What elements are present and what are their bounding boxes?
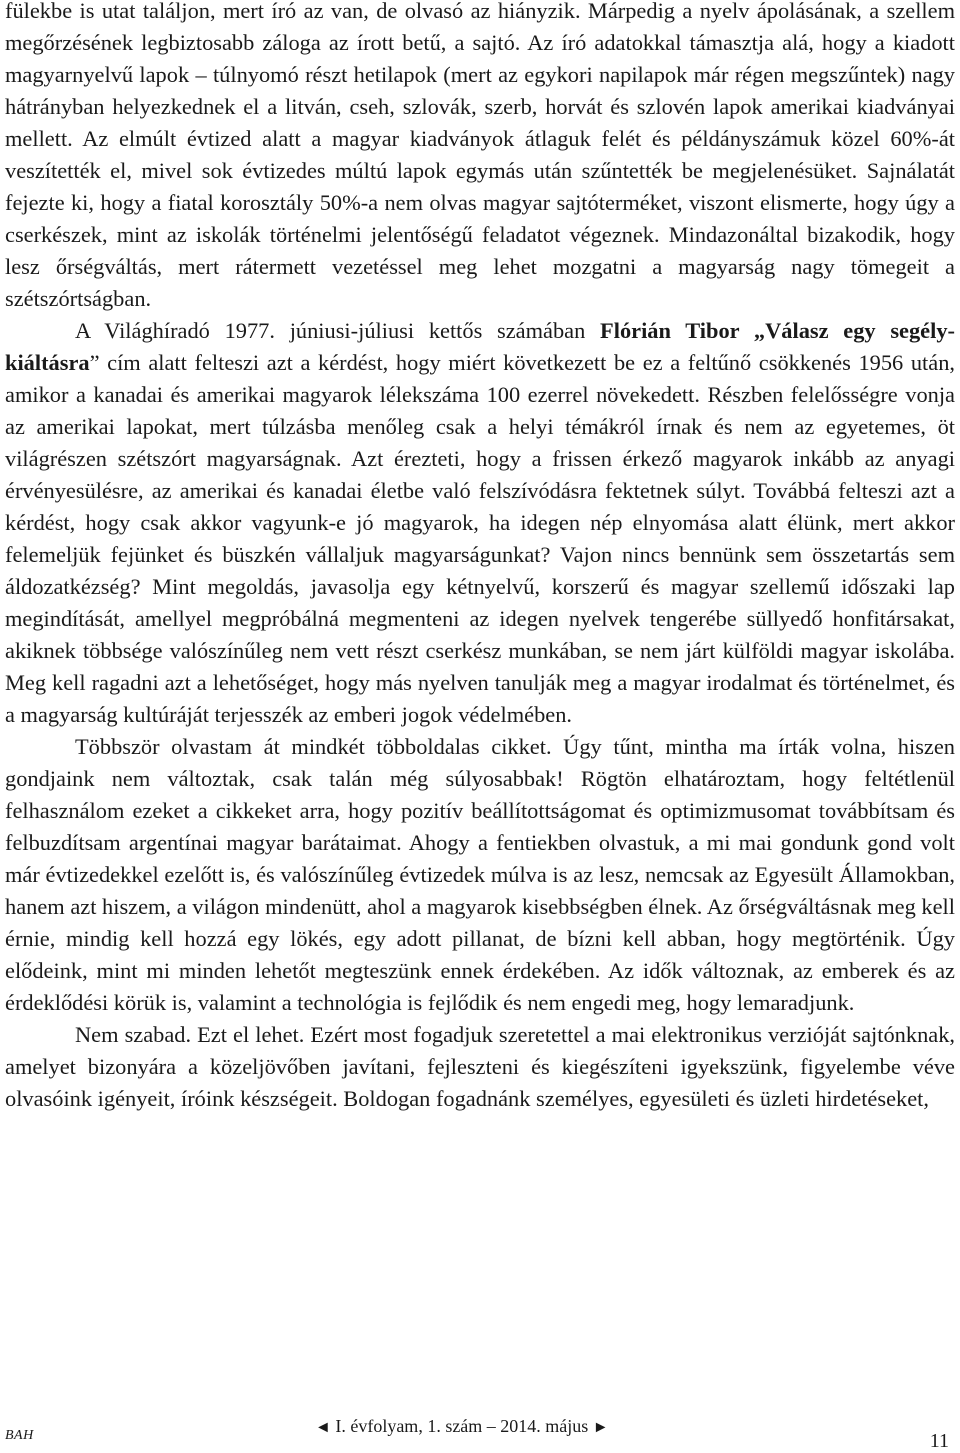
- page-number: 11: [929, 1430, 949, 1452]
- article-body: [5, 0, 955, 1115]
- footer-logo: BAH: [5, 1428, 34, 1443]
- arrow-left-icon[interactable]: ◄: [315, 1419, 331, 1436]
- paragraph-3: Többször olvastam át mindkét többoldalas cikket. Úgy tűnt, mintha ma írták volna, hiszen gondjaink nem változtak, csak talán még súlyosabbak! Rögtön elhatároztam, hogy feltétlenül felhasználom ezeket a cikkeket arra, hogy pozitív beállítottságomat és optimizmusomat továbbítsam és felbuzdítsam argentínai magyar barátaimat. Ahogy a fentiekben olvastuk, a mi mai gondunk gond volt már évtizedekkel ezelőtt is, és valószínűleg évtizedek múlva is az lesz, nemcsak az Egyesült Államokban, hanem azt hiszem, a világon mindenütt, ahol a magyarok kisebbségben élnek. Az őrségváltásnak meg kell érnie, mindig kell hozzá egy lökés, egy adott pillanat, de bízni kell abban, hogy megtörténik. Úgy elődeink, mint mi minden lehetőt megteszünk ennek érdekében. Az idők változnak, az emberek és az érdeklődési körük is, valamint a technológia is fejlődik és nem engedi meg, hogy lemaradjunk.: [5, 734, 955, 1015]
- issue-label: I. évfolyam, 1. szám – 2014. május: [330, 1416, 593, 1436]
- paragraph-2-intro: A Világhíradó 1977. júniusi-júliusi kettős számában: [75, 318, 601, 343]
- paragraph-1: fülekbe is utat találjon, mert író az van, de olvasó az hiányzik. Márpedig a nyelv ápolásának, a szellem megőrzésének legbiztosabb záloga az írott betű, a sajtó. Az író adatokkal támasztja alá, hogy a kiadott magyarnyelvű lapok – túlnyomó részt hetilapok (mert az egykori napilapok már régen megszűntek) nagy hátrányban helyezkednek el a litván, cseh, szlovák, szerb, horvát és szlovén lapok amerikai kiadványai mellett. Az elmúlt évtized alatt a magyar kiadványok átlaguk felét és példányszámuk közel 60%-át veszítették el, mivel sok évtizedes múltú lapok egymás után szűntették be megjelenésüket. Sajnálatát fejezte ki, hogy a fiatal korosztály 50%-a nem olvas magyar sajtóterméket, viszont elismerte, hogy úgy a cserkészek, mint az iskolák történelmi jelentőségű feladatot végeznek. Mindazonáltal bizakodik, hogy lesz őrségváltás, mert rátermett vezetéssel meg lehet mozgatni a magyarság nagy tömegeit a szétszórtságban.: [5, 0, 955, 311]
- page-footer: [5, 1414, 953, 1452]
- paragraph-2-rest: ” cím alatt felteszi azt a kérdést, hogy miért következett be ez a feltűnő csökkenés 1956 után, amikor a kanadai és amerikai magyarok lélekszáma 100 ezerrel növekedett. Részben felelősségre vonja az amerikai lapokat, mert túlzásba menőleg csak a helyi témákról írnak és nem az egyetemes, öt világrészen szétszórt magyarságnak. Azt érezteti, hogy a frissen érkező magyarok inkább az anyagi érvényesülésre, az amerikai és kanadai életbe való felszívódásra fektetnek súlyt. Továbbá felteszi azt a kérdést, hogy csak akkor vagyunk-e jó magyarok, ha idegen nép elnyomása alatt élünk, mert akkor felemeljük fejünket és büszkén vállaljuk magyarságunkat? Vajon nincs bennünk sem összetartás sem áldozatkézség? Mint megoldás, javasolja egy kétnyelvű, korszerű és magyar szellemű időszaki lap megindítását, amellyel megpróbálná megmenteni az idegen nyelvek tengerébe süllyedő honfitársakat, akiknek többsége valószínűleg nem vett részt cserkész munkában, se nem járt külföldi magyar iskolába. Meg kell ragadni azt a lehetőséget, hogy más nyelven tanulják meg a magyar irodalmat és történelmet, és a magyarság kultúráját terjesszék az emberi jogok védelmében.: [5, 350, 955, 727]
- paragraph-2: [5, 315, 955, 731]
- arrow-right-icon[interactable]: ►: [592, 1419, 609, 1436]
- document-page: [5, 0, 955, 1115]
- issue-info: [315, 1416, 609, 1437]
- article-reference-bold: Flórián Tibor „Válasz egy segély-kiáltásra: [5, 318, 955, 375]
- paragraph-4: Nem szabad. Ezt el lehet. Ezért most fogadjuk szeretettel a mai elektronikus verzióját sajtónknak, amelyet bizonyára a közeljövőben javítani, fejleszteni és kiegészíteni igyekszünk, figyelembe véve olvasóink igényeit, íróink készségeit. Boldogan fogadnánk személyes, egyesületi és üzleti hirdetéseket,: [5, 1022, 955, 1111]
